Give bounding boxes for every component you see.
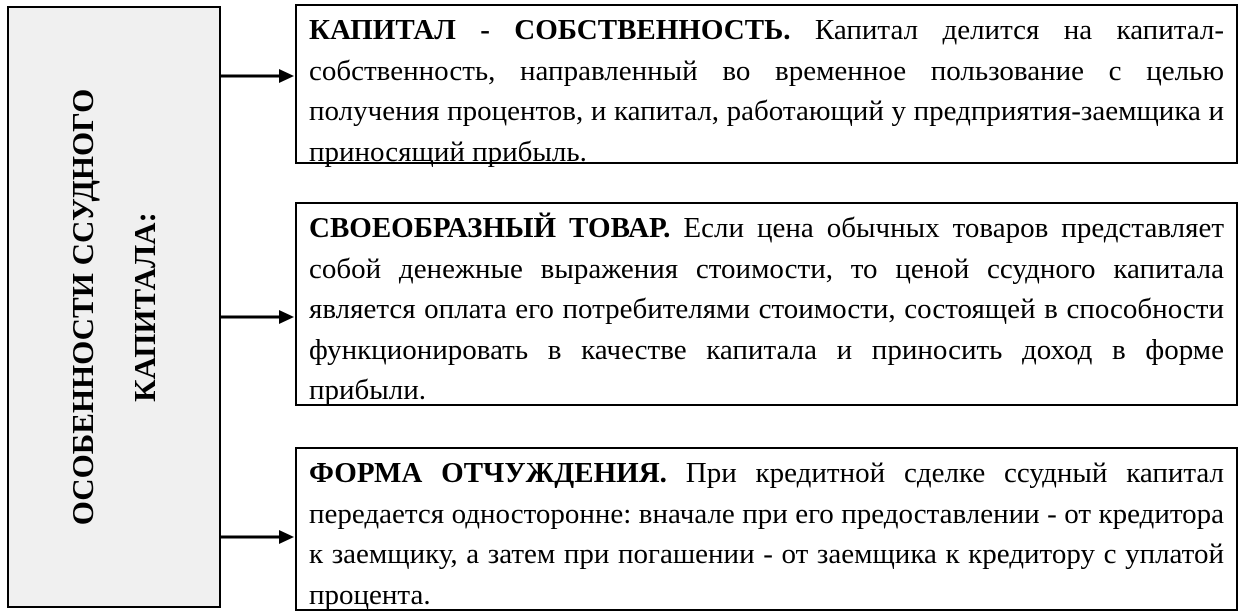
category-title-line-1: ОСОБЕННОСТИ ССУДНОГО: [65, 88, 100, 526]
feature-description: Если цена обычных товаров представляет собой денежные выражения стоимости, то ценой ссудного капитала является оплата его потребителями стоимости, состоящей в способности функционировать в качестве капитала и приносить доход в форме прибыли.: [309, 212, 1224, 406]
arrow-to-feature-1: [221, 69, 294, 83]
feature-heading: КАПИТАЛ - СОБСТВЕННОСТЬ.: [309, 14, 791, 46]
feature-description: При кредитной сделке ссудный капитал передается односторонне: вначале при его предоставлении - от кредитора к заемщику, а затем при погашении - от заемщика к кредитору с уплатой процента.: [309, 457, 1224, 611]
feature-heading: СВОЕОБРАЗНЫЙ ТОВАР.: [309, 212, 671, 244]
arrow-to-feature-2: [221, 310, 294, 324]
arrow-to-feature-3: [221, 530, 294, 544]
feature-heading: ФОРМА ОТЧУЖДЕНИЯ.: [309, 457, 667, 489]
feature-card-capital-ownership: [295, 4, 1238, 168]
feature-description: Капитал делится на капитал-собственность, направленный во временное пользование с целью получения процентов, и капитал, работающий у предприятия-заемщика и приносящий прибыль.: [309, 14, 1225, 168]
category-title-line-2: КАПИТАЛА:: [127, 212, 162, 402]
feature-card-alienation-form: [295, 447, 1238, 611]
feature-card-special-commodity: [295, 202, 1238, 406]
